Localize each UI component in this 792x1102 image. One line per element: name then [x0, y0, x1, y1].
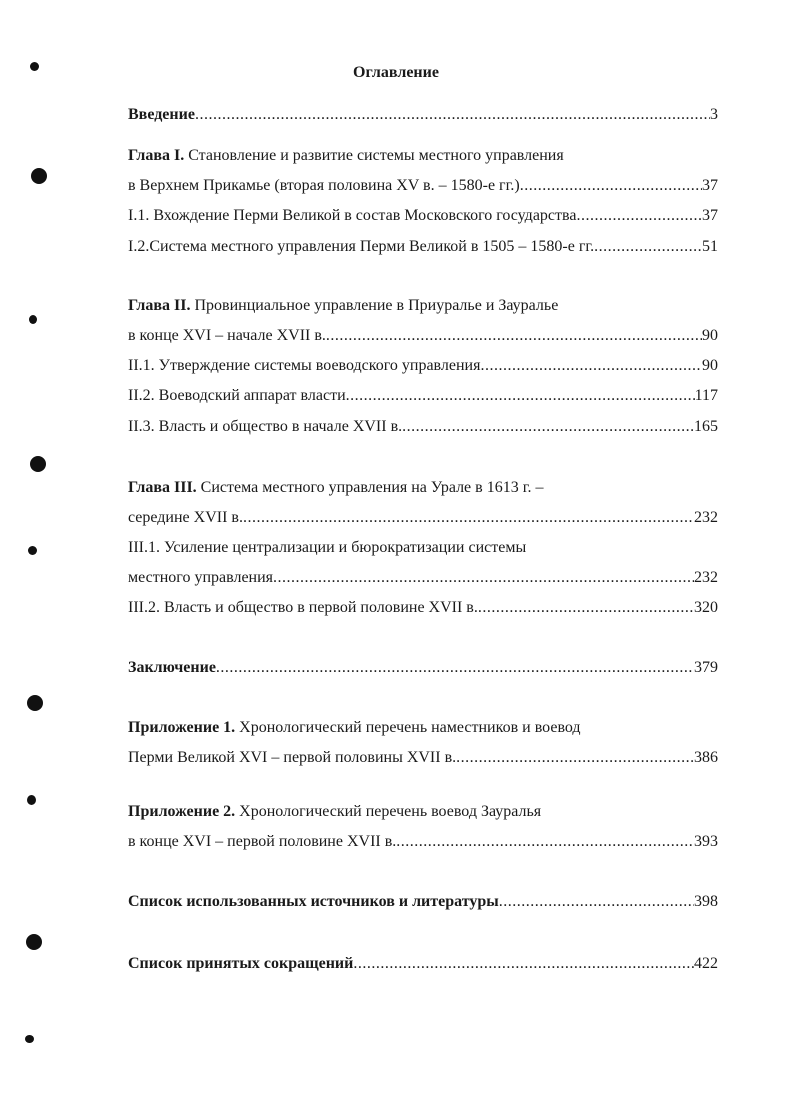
toc-entry-section-2-2[interactable]	[128, 385, 718, 407]
toc-entry-appendix2-title[interactable]	[128, 801, 541, 823]
chapter-title-cont: в Верхнем Прикамье (вторая половина XV в. – 1580-е гг.)	[128, 177, 520, 194]
binder-hole-mark	[30, 456, 46, 472]
leader-dots	[478, 597, 694, 619]
page-number: 37	[702, 207, 718, 224]
leader-dots	[353, 953, 694, 975]
chapter-label: Глава III.	[128, 479, 197, 496]
chapter-title-cont: в конце XVI – начале XVII в.	[128, 327, 326, 344]
leader-dots	[243, 507, 694, 529]
section-number: II.1.	[128, 357, 155, 374]
toc-entry-sources[interactable]	[128, 891, 718, 913]
toc-entry-chapter2[interactable]	[128, 325, 718, 347]
section-title: Усиление централизации и бюрократизации системы	[163, 539, 527, 556]
chapter-label: Глава I.	[128, 147, 185, 164]
toc-entry-section-3-1-title[interactable]	[128, 537, 526, 559]
leader-dots	[326, 325, 702, 347]
toc-entry-section-3-2[interactable]	[128, 597, 718, 619]
appendix-label: Приложение 2.	[128, 803, 236, 820]
section-number: II.3.	[128, 418, 155, 435]
toc-entry-appendix1-title[interactable]	[128, 717, 581, 739]
section-number: III.2.	[128, 599, 160, 616]
page-number: 37	[702, 177, 718, 194]
section-title: Власть и общество в первой половине XVII в.	[163, 599, 478, 616]
chapter-label: Глава II.	[128, 297, 191, 314]
binder-hole-mark	[29, 315, 37, 324]
toc-entry-section-2-1[interactable]	[128, 355, 718, 377]
page-number: 90	[702, 357, 718, 374]
appendix-title-cont: Перми Великой XVI – первой половины XVII в.	[128, 749, 457, 766]
toc-entry-chapter1-title[interactable]	[128, 145, 564, 167]
section-title: Система местного управления Перми Великой в 1505 – 1580-е гг.	[149, 238, 595, 255]
binder-hole-mark	[27, 695, 43, 711]
toc-entry-appendix1[interactable]	[128, 747, 718, 769]
page-number: 117	[694, 387, 718, 404]
appendix-title: Хронологический перечень наместников и воевод	[239, 719, 581, 736]
entry-label: Введение	[128, 106, 195, 123]
binder-hole-mark	[27, 795, 36, 805]
section-title-cont: местного управления	[128, 569, 274, 586]
toc-entry-abbreviations[interactable]	[128, 953, 718, 975]
appendix-title: Хронологический перечень воевод Зауралья	[239, 803, 542, 820]
page-number: 51	[702, 238, 718, 255]
toc-heading: Оглавление	[353, 64, 439, 81]
chapter-title: Становление и развитие системы местного управления	[188, 147, 564, 164]
section-number: II.2.	[128, 387, 155, 404]
toc-entry-conclusion[interactable]	[128, 657, 718, 679]
page-number: 386	[694, 749, 718, 766]
toc-entry-chapter3[interactable]	[128, 507, 718, 529]
appendix-label: Приложение 1.	[128, 719, 236, 736]
entry-label: Заключение	[128, 659, 216, 676]
leader-dots	[402, 416, 694, 438]
page-number: 393	[694, 833, 718, 850]
leader-dots	[499, 891, 694, 913]
binder-hole-mark	[26, 934, 42, 950]
toc-entry-section-2-3[interactable]	[128, 416, 718, 438]
leader-dots	[396, 831, 694, 853]
page-number: 320	[694, 599, 718, 616]
section-number: I.1.	[128, 207, 150, 224]
page-number: 90	[702, 327, 718, 344]
section-number: I.2.	[128, 238, 150, 255]
page-number: 165	[694, 418, 718, 435]
page-number: 232	[694, 569, 718, 586]
leader-dots	[520, 175, 702, 197]
chapter-title-cont: середине XVII в.	[128, 509, 243, 526]
section-number: III.1.	[128, 539, 160, 556]
section-title: Воеводский аппарат власти	[158, 387, 346, 404]
toc-entry-intro[interactable]	[128, 104, 718, 126]
leader-dots	[346, 385, 695, 407]
section-title: Власть и общество в начале XVII в.	[158, 418, 403, 435]
binder-hole-mark	[25, 1035, 34, 1043]
toc-entry-appendix2[interactable]	[128, 831, 718, 853]
appendix-title-cont: в конце XVI – первой половине XVII в.	[128, 833, 397, 850]
page-number: 3	[710, 106, 718, 123]
leader-dots	[480, 355, 702, 377]
entry-label: Список использованных источников и литературы	[128, 893, 499, 910]
leader-dots	[456, 747, 694, 769]
page-number: 422	[694, 955, 718, 972]
leader-dots	[273, 567, 694, 589]
toc-entry-section-1-2[interactable]	[128, 236, 718, 258]
toc-entry-section-1-1[interactable]	[128, 205, 718, 227]
chapter-title: Система местного управления на Урале в 1613 г. –	[200, 479, 544, 496]
binder-hole-mark	[28, 546, 37, 555]
toc-entry-section-3-1[interactable]	[128, 567, 718, 589]
section-title: Утверждение системы воеводского управления	[158, 357, 481, 374]
toc-entry-chapter1[interactable]	[128, 175, 718, 197]
toc-entry-chapter3-title[interactable]	[128, 477, 543, 499]
leader-dots	[594, 236, 702, 258]
entry-label: Список принятых сокращений	[128, 955, 354, 972]
leader-dots	[195, 104, 710, 126]
page-number: 232	[694, 509, 718, 526]
section-title: Вхождение Перми Великой в состав Московского государства	[153, 207, 577, 224]
toc-entry-chapter2-title[interactable]	[128, 295, 558, 317]
page-number: 379	[694, 659, 718, 676]
binder-hole-mark	[31, 168, 47, 184]
leader-dots	[216, 657, 694, 679]
leader-dots	[576, 205, 702, 227]
chapter-title: Провинциальное управление в Приуралье и Зауралье	[194, 297, 559, 314]
page-number: 398	[694, 893, 718, 910]
